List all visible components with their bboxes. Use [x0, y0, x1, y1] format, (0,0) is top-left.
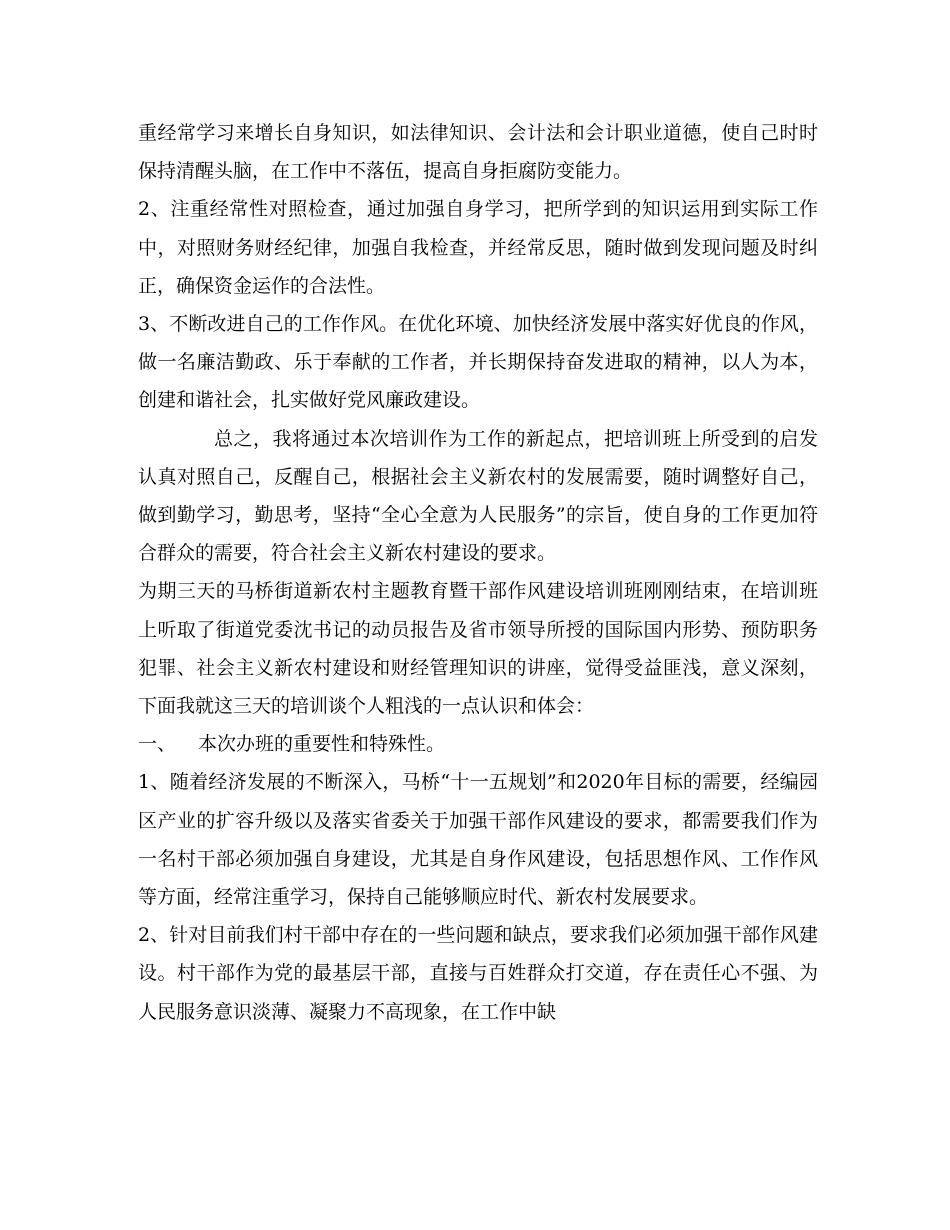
paragraph-item-1-economic-development: 1、随着经济发展的不断深入，马桥“十一五规划”和2020年目标的需要，经编园区产业的扩容升级以及落实省委关于加强干部作风建设的要求，都需要我们作为一名村干部必须加强自身建设，尤其是自身作风建设，包括思想作风、工作作风等方面，经常注重学习，保持自己能够顺应时代、新农村发展要求。: [138, 771, 818, 909]
paragraph-training-intro: 为期三天的马桥街道新农村主题教育暨干部作风建设培训班刚刚结束，在培训班上听取了街道党委沈书记的动员报告及省市领导所授的国际国内形势、预防职务犯罪、社会主义新农村建设和财经管理知识的讲座，觉得受益匪浅，意义深刻，下面我就这三天的培训谈个人粗浅的一点认识和体会：: [138, 580, 818, 718]
document-page: [138, 114, 818, 1031]
paragraph-item-3-work-style: 3、不断改进自己的工作作风。在优化环境、加快经济发展中落实好优良的作风，做一名廉洁勤政、乐于奉献的工作者，并长期保持奋发进取的精神，以人为本，创建和谐社会，扎实做好党风廉政建设。: [138, 313, 818, 412]
paragraph-summary: 总之，我将通过本次培训作为工作的新起点，把培训班上所受到的启发认真对照自己，反醒自己，根据社会主义新农村的发展需要，随时调整好自己，做到勤学习，勤思考，坚持“全心全意为人民服务”的宗旨，使自身的工作更加符合群众的需要，符合社会主义新农村建设的要求。: [138, 427, 818, 565]
paragraph-continued-study: 重经常学习来增长自身知识，如法律知识、会计法和会计职业道德，使自己时时保持清醒头脑，在工作中不落伍，提高自身拒腐防变能力。: [138, 122, 818, 183]
section-heading-text: 本次办班的重要性和特殊性。: [198, 733, 446, 756]
paragraph-item-2-self-check: 2、注重经常性对照检查，通过加强自身学习，把所学到的知识运用到实际工作中，对照财务财经纪律，加强自我检查，并经常反思，随时做到发现问题及时纠正，确保资金运作的合法性。: [138, 198, 818, 297]
section-heading-one: [138, 725, 818, 763]
paragraph-item-2-cadre-problems: 2、针对目前我们村干部中存在的一些问题和缺点，要求我们必须加强干部作风建设。村干部作为党的最基层干部，直接与百姓群众打交道，存在责任心不强、为人民服务意识淡薄、凝聚力不高现象，在工作中缺: [138, 924, 818, 1023]
section-number: 一、: [138, 733, 177, 756]
